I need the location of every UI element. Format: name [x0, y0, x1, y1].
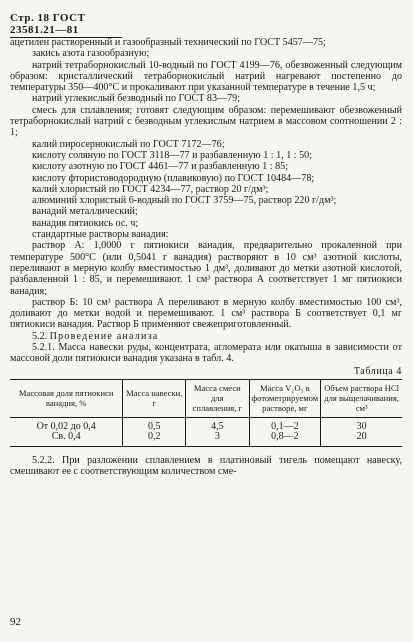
paragraph: раствор Б: 10 см³ раствора А переливают в мерную колбу вместимостью 100 см³, доливают до метки водой и перемешивают. 1 см³ раствора Б соответствует 0,1 мг пятиокиси ванадия. Раствор Б применяют свежеприготовленный. [10, 296, 402, 331]
body-text [10, 37, 402, 478]
paragraph: закись азота газообразную; [32, 48, 150, 60]
table-cell: Св. 0,4 [10, 432, 123, 446]
paragraph: кислоту фтористоводородную (плавиковую) по ГОСТ 10484—78; [32, 172, 315, 184]
table-4 [10, 379, 402, 447]
paragraph: кислоту азотную по ГОСТ 4461—77 и разбавленную 1 : 85; [32, 161, 289, 173]
paragraph: натрий углекислый безводный по ГОСТ 83—79; [32, 93, 241, 105]
paragraph: ацетилен растворенный и газообразный технический по ГОСТ 5457—75; [10, 37, 326, 48]
paragraph: натрий тетраборнокислый 10-водный по ГОСТ 4199—76, обезвоженный следующим образом: кристаллический тетраборнокислый натрий нагревают постепенно до температуры 350—400°С и прокаливают при указанной температуре в течение 1,5 ч; [10, 59, 402, 94]
paragraph: 5.2.1. Масса навески руды, концентрата, агломерата или окатыша в зависимости от массовой доли пятиокиси ванадия указана в табл. 4. [10, 342, 402, 365]
section-heading [10, 331, 402, 342]
table-cell: 4,5 [186, 417, 249, 432]
column-header: Масса навески, г [123, 379, 186, 417]
table-row [10, 432, 402, 446]
paragraph: алюминий хлористый 6-водный по ГОСТ 3759—75, раствор 220 г/дм³; [32, 195, 337, 207]
table-row [10, 417, 402, 432]
page-header: Стр. 18 ГОСТ 23581.21—81 [10, 12, 122, 38]
paragraph: 5.2.2. При разложении сплавлением в платиновый тигель помещают навеску, смешивают ее с соответствующим количеством сме- [10, 454, 402, 478]
table-cell: 0,8—2 [249, 432, 321, 446]
table-caption: Таблица 4 [353, 365, 402, 377]
paragraph: калий хлористый по ГОСТ 4234—77, раствор 20 г/дм³; [32, 183, 269, 195]
table-cell: 0,5 [123, 417, 186, 432]
paragraph: ванадий металлический; [32, 206, 138, 218]
table-cell: 20 [321, 432, 402, 446]
paragraph: стандартные растворы ванадия: [32, 229, 169, 241]
table-cell: 0,2 [123, 432, 186, 446]
paragraph: смесь для сплавления; готовят следующим образом: перемешивают обезвоженный тетраборнокислый натрий с безводным углекислым натрием в массовом соотношении 2 : 1; [10, 104, 402, 139]
table-cell: 0,1—2 [249, 417, 321, 432]
table-header-row [10, 379, 402, 417]
paragraph: калий пиросернокислый по ГОСТ 7172—76; [32, 138, 225, 150]
table-cell: 30 [321, 417, 402, 432]
table-cell: От 0,02 до 0,4 [36, 420, 96, 432]
paragraph: кислоту соляную по ГОСТ 3118—77 и разбавленную 1 : 1, 1 : 50; [32, 149, 312, 161]
section-number: 5.2. [32, 330, 48, 342]
column-header: Масса V₂O₅ в фотометрируемом растворе, мг [249, 379, 321, 417]
paragraph: раствор А: 1,0000 г пятиокиси ванадия, предварительно прокаленной при температуре 500°С (или 0,5041 г ванадия) растворяют в 10 см³ азотной кислоты, переливают в мерную колбу вместимостью 1 дм³, доливают до метки азотной кислотой, разбавленной 1 : 85, и перемешивают. 1 см³ раствора А соответствует 1 мг пятиокиси ванадия; [10, 240, 402, 297]
column-header: Масса смеси для сплавления, г [186, 379, 249, 417]
section-title: Проведение анализа [49, 330, 159, 342]
table-cell: 3 [186, 432, 249, 446]
paragraph: ванадия пятиокись ос. ч; [32, 217, 139, 229]
column-header: Объем раствора HCl для выщелачивания, см³ [321, 379, 402, 417]
column-header: Массовая доля пятиокиси ванадия, % [10, 379, 123, 417]
page-number: 92 [10, 616, 21, 628]
